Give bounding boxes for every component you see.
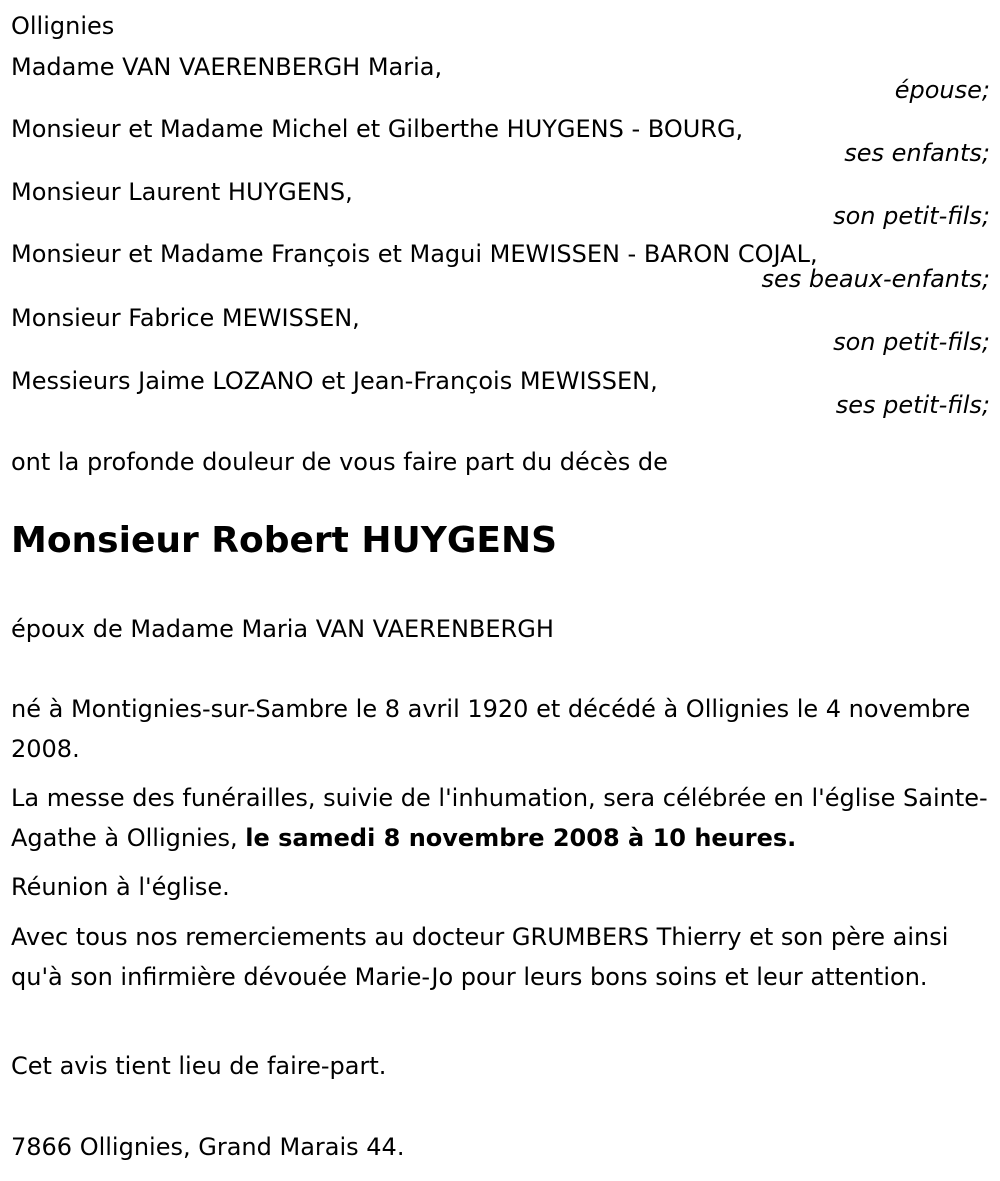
family-relation-grandson-laurent: son petit-fils; bbox=[833, 202, 990, 230]
family-relation-in-laws: ses beaux-enfants; bbox=[761, 265, 990, 293]
funeral-text: La messe des funérailles, suivie de l'inhumation, sera célébrée en l'église Sainte-Agathe à Ollignies, bbox=[11, 784, 988, 852]
location-header: Ollignies bbox=[11, 12, 115, 40]
birth-death-paragraph: né à Montignies-sur-Sambre le 8 avril 1920 et décédé à Ollignies le 4 novembre 2008. bbox=[11, 695, 971, 763]
family-relation-grandsons: ses petit-fils; bbox=[835, 391, 990, 419]
family-name-grandsons: Messieurs Jaime LOZANO et Jean-François MEWISSEN, bbox=[11, 367, 658, 395]
deceased-name: Monsieur Robert HUYGENS bbox=[11, 520, 558, 561]
funeral-paragraph bbox=[11, 778, 996, 858]
address: 7866 Ollignies, Grand Marais 44. bbox=[11, 1133, 405, 1161]
family-name-children: Monsieur et Madame Michel et Gilberthe HUYGENS - BOURG, bbox=[11, 115, 744, 143]
family-name-in-laws: Monsieur et Madame François et Magui MEWISSEN - BARON COJAL, bbox=[11, 240, 818, 268]
family-relation-children: ses enfants; bbox=[844, 139, 990, 167]
reunion-paragraph: Réunion à l'église. bbox=[11, 873, 230, 901]
notice-paragraph: Cet avis tient lieu de faire-part. bbox=[11, 1052, 387, 1080]
thanks-paragraph: Avec tous nos remerciements au docteur GRUMBERS Thierry et son père ainsi qu'à son infirmière dévouée Marie-Jo pour leurs bons soins et leur attention. bbox=[11, 923, 949, 991]
family-relation-spouse: épouse; bbox=[894, 76, 990, 104]
family-name-grandson-fabrice: Monsieur Fabrice MEWISSEN, bbox=[11, 304, 360, 332]
funeral-date: le samedi 8 novembre 2008 à 10 heures. bbox=[245, 824, 797, 852]
announcement-text: ont la profonde douleur de vous faire part du décès de bbox=[11, 448, 668, 476]
family-name-grandson-laurent: Monsieur Laurent HUYGENS, bbox=[11, 178, 353, 206]
spouse-line: époux de Madame Maria VAN VAERENBERGH bbox=[11, 615, 554, 643]
family-relation-grandson-fabrice: son petit-fils; bbox=[833, 328, 990, 356]
family-name-spouse: Madame VAN VAERENBERGH Maria, bbox=[11, 53, 443, 81]
